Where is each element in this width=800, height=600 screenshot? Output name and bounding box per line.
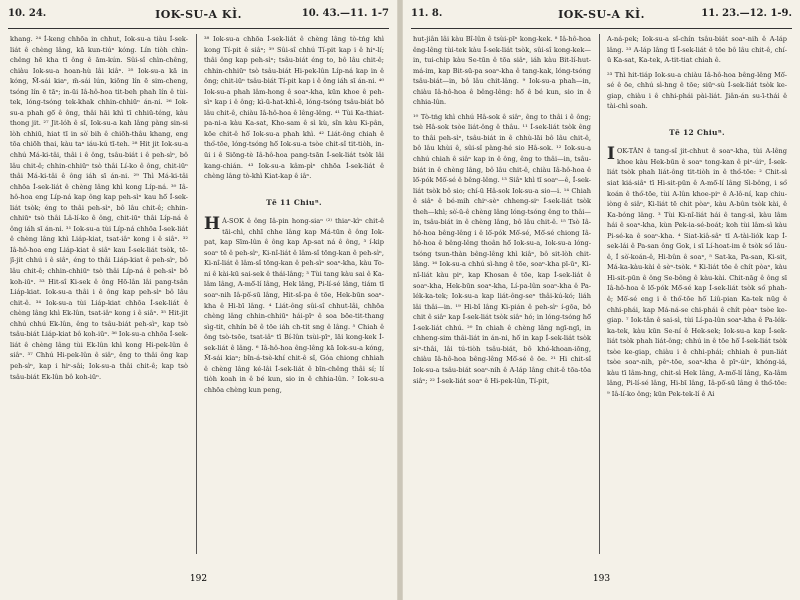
- text-column-left: [10, 34, 188, 554]
- header-verse-range-left: 10. 24.: [8, 8, 47, 19]
- paragraph: ²³ Thì hit-tiáp Iok-su-a chiàu Iâ-hô-hoa bêng-lêng Mō͘-sé ê ōe, chhú sì-hng ê tōe; siūⁿ-sù Í-sek-liát tsòk ke-giap, chiàu i ê chhi-phái pài-liát. Jiân-án su-ī-thái ê tài-chì soah.: [607, 70, 787, 111]
- column-divider: [196, 34, 197, 554]
- paragraph: ¹⁰ Tò-tńg khì chhú Hâ-sok ê siâⁿ, êng to thâi i ê ông; tsè Hâ-sok tsòe liát-ông ê thâu. ¹¹ Í-sek-liát tsòk êng to thâi peh-sìⁿ, tsâu-biát in ê chhù-lāi bô lâu chit-ê, bô lâu khùi ê, sûi-sî pàng-hé sio Hâ-sok. ¹² Iok-su-a chhú chiah ê siâⁿ kap in ê ông, êng to thâi—in, tsâu-biát in ê chèng lâng, bô lâu chit-ê, chiàu Iâ-hô-hoa ê lō͘-pók Mō͘-sé ê bêng-lêng. ¹³ Siâⁿ khì tī soaⁿ—ê, Í-sek-liát tsòk bô sio; chí-ū Hâ-sok Iok-su-a sio—i. ¹⁴ Chiah ê siâⁿ ê bé-mih chiⁿ-sèⁿ chheng-siⁿ Í-sek-liát tsòk theh—khì; sò͘-ū-ê chèng lâng lóng-tsóng êng to thâi—in, tsâu-biát in ê chèng lâng, bô lâu chit-ê. ¹⁵ Tsò Iâ-hô-hoa bêng-lêng i ê lō͘-pók Mō͘-sé, Mō͘-sé chiong Iâ-hô-hoa ê bêng-lêng thoân hō͘ Iok-su-a, Iok-su-a lóng-tsóng tsun-thàn bêng-lêng khì kiâⁿ, bô sit-lòh chit-lâng. ¹⁶ Iok-su-a chhú sì-hng ê tōe, soaⁿ-kha pī-ūⁿ, Ki-nî-liát kàu piⁿ, kap Khosan ê tōe, kap Í-sek-liát ê soaⁿ-kha, Hek-būn soaⁿ-kha, Lí-pa-lûn soaⁿ-kha ê Pa-lék-ka-tek; Iok-su-a kap liát-ông-seⁿ thâi-kú-kó; liáh lâi thâi—in. ¹⁹ Hi-bî lâng Ki-pián ê peh-sìⁿ í-gōa, bô chit ê siâⁿ kap Í-sek-liát tsòk siâⁿ hó; in lóng-tsóng hō͘ Í-sek-liát chhú. ²⁰ In chiah ê chèng lâng ngī-ngī, in chheng-sim thâi-liát in án-ni, hō͘ in kap Í-sek-liát tsòk siⁿ-thâi, lâi tú-tiòh tsâu-biát, bô khó-khoan-iōng, chiàu Iâ-hô-hoa bêng-lêng Mō͘-sé ê ōe. ²¹ Hi chit-sî Iok-su-a tsâu-biát soaⁿ-nih ê A-láp lâng chit-ê tōa-tōa siâⁿ; ²² Í-sek-liát soaⁿ ê Hi-pek-lûn, Tí-pit,: [413, 112, 591, 385]
- paragraph: ³⁸ Iok-su-a chhōa Í-sek-liát ê chèng lâng tò-tńg khì kong Tí-pit ê siâⁿ; ³⁹ Sûi-sî chhú Tí-pit kap i ê hiⁿ-lí; thâi ông kap peh-sìⁿ; tsâu-biát éng to, bô lâu chit-ê; chhin-chhiūⁿ tsò tsâu-biát Hi-pek-lûn Líp-ná kap in ê ông; chit-iūⁿ tsâu-biát Tí-pit kap i ê ông iáh sī án-ni. ⁴⁰ Iok-su-a phah lâm-hong ê soaⁿ-kha, kūn khoe ê peh-sìⁿ kap i ê ông; kì-ū-hat-khì-ê, lóng-tsóng tsâu-biát bô lâu chit-ê, chiàu Iâ-hô-hoa ê lêng-lêng. ⁴¹ Tùi Ka-thiat-pa-ni-a kàu Ka-sat, Kho-sam ê sì kù, sîn kàu Ki-pân, kōe chit-ê hō͘ Iok-su-a phah khì. ⁴² Liát-ông chiah ê thó͘-tōe, lóng-tsóng hō͘ Iok-su-a tsòe chit-sî tit-tiòh, in-ūi i ê Siōng-tè Iâ-hô-hoa pang-tsān Í-sek-liát tsòk lâi kang-chián. ⁴³ Iok-su-a kâm-pìⁿ chhōa Í-sek-liát ê chèng lâng tò-khì Kiat-kap ê iâⁿ.: [204, 35, 384, 181]
- paragraph: A-ná-pek; Iok-su-a sî-chín tsâu-biát soaⁿ-nih ê A-láp lâng. ²³ A-láp lâng tī Í-sek-liát ê tōe bô lâu chit-ê, chí-ū Ka-sat, Ka-tek, A-tit-tiat chiah ê.: [607, 35, 787, 65]
- chapter-heading: Tē 11 Chiuⁿ.: [266, 197, 322, 207]
- paragraph: HÁ-SOK ê ông Iâ-pin hong-siaⁿ ⁽²⁾ thiaⁿ-kìⁿ chit-ê tāi-chì, chhī chhe lâng kap Má-tūn ê ông Iok-pat, kap Sīm-lûn ê ông kap Ap-sat ná ê ông, ³ í-kip soaⁿ tē ê peh-sìⁿ, Ki-nî-liát ê lâm-sî tōng-kan ê peh-sìⁿ, Ki-nî-liát ê lâm-sî tōng-kan ê peh-sìⁿ soaⁿ-kha, kàu To-ni ê kài-kū sai-sek ê thái-lâng; ³ Tùi tang kàu sai ê Ka-lâm lâng, A-mō͘-lí lâng, Hek lâng, Pi-lí-sé lâng, tiám tī soaⁿ-nih Iâ-pō͘-sū lâng, Hit-sî-pa ê tōe, Hek-būn soaⁿ-kha ê Hi-bī lâng. ⁴ Liát-ông sûi-sî chhut-lâi, chhōa chèng lâng chhin-chhiūⁿ hái-pīⁿ ê soa bōe-tit-thang sìg-tit, chhín bē ê tōe iáh ch-tit sng ê lâng. ⁵ Chiah ê ông tsò-tsōe, tsat-iâⁿ tī Bí-lûn tsùi-pīⁿ, lāi kong-kek Í-sek-liát ê lâng. ⁶ Iâ-hô-hoa êng-lêng kā Iok-su-a kóng, M̄-sái kiaⁿ; bîn-á-tsè-khí chit-ê sî, Góa chiong chhiah ê chèng lâng ké-lâi Í-sek-liát ê bīn-chêng thâi sí; lí tiòh koah in ê bé kun, sio in ê chhia-lûn. ⁷ Iok-su-a chhōa chèng kun peng,: [204, 214, 384, 394]
- text-column-left: [413, 34, 591, 554]
- text-column-right: [204, 34, 384, 554]
- header-book-title: IOK-SU-A KÌ.: [155, 8, 242, 21]
- header-verse-range-right: 11. 23.—12. 1-9.: [701, 8, 792, 19]
- header-rule: [8, 28, 389, 29]
- paragraph: khang. ²⁴ Í-keng chhōa in chhut, Iok-su-a tiàu Í-sek-liát ê chèng lâng, kā kun-tiúⁿ kóng. Lín tiòh chìn-chêng hē kha tī ông ê ām-kún. Sûi-sî chìn-chêng, chiàu Iok-su-a hoan-hù lâi kiâⁿ. ²⁵ Iok-su-a kā in kóng, M̄-sái kiaⁿ, m̄-sái lún, kiōng lín ē sim-cheng, tsóng lín ē tāⁿ; in-ūi Iâ-hô-hoa tit-beh phah lín ê tùi-tek, lóng-tsóng tek-khak chhin-chhiūⁿ án-ni. ²⁶ Iok-su-a phah gō͘ ê ông, thâi hāi khì tī chhiū-téng, kàu thong jit. ²⁷ Jit-lóh ê sî, Iok-su-a kah lâng pàng sin-si lòh chhiū, hiat tī in sò͘ bih ê chiōh-thâu khang, eng tōa chiōh thai, kàu taⁿ iáu-kú tī-teh. ²⁸ Hit jit Iok-su-a chhú Má-ki-tâi, thâi i ê ông, tsâu-biát i ê peh-sìⁿ, bô lâu chit-ê; chhin-chhiūⁿ tsò thâi Lí-ko ê ông, chit-iūⁿ thâi Má-ki-tâi ê ông iáh sī án-ni. ²⁹ Thì Má-ki-tâi chhōa Í-sek-liát ê chèng lâng khì kong Líp-ná. ³⁰ Iâ-hô-hoa eng Líp-ná kap ông kap peh-sìⁿ kau hō͘ Í-sek-liát tsòk; éng to thâi peh-sìⁿ, bô lâu chit-ê; chhin-chhiūⁿ tsò thâi Lâ-lí-ko ê ông, chit-iūⁿ thâi Líp-ná ê ông iáh sī án-ni. ³¹ Iok-su-a tùi Líp-ná chhōa Í-sek-liát ê chèng lâng khì Liáp-kiat, tsat-iâⁿ kong i ê siâⁿ. ³² Iâ-hô-hoa eng Liáp-kiat ê siâⁿ kau Í-sek-liát tsòk, tē-jī-jit chhú i ê siâⁿ, éng to thâi Liáp-kiat ê peh-sìⁿ, bô lâu chit-ê; chhin-chhiūⁿ tsò thâi Líp-ná ê peh-sìⁿ bô koh-iūⁿ. ³³ Hit-sî Ki-sek ê ông Hō-lân lâi pang-tsân Liáp-kiat. Iok-su-a thâi i ê ông kap peh-sìⁿ bô lâu chit-ê. ³⁴ Iok-su-a tùi Liáp-kiat chhōa Í-sek-liát ê chèng lâng khì Ek-lûn, tsat-iâⁿ kong i ê siâⁿ. ³⁵ Hit-jit chhú chhú Ek-lûn, êng to tsâu-biát peh-sìⁿ, kap tsò tsâu-biát Liáp-kiat bô koh-iūⁿ. ³⁶ Iok-su-a chhōa Í-sek-liát ê chèng lâng tùi Ek-lûn khì kong Hi-pek-lûn ê siâⁿ. ³⁷ Chhú Hi-pek-lûn ê siâⁿ, êng to thâi ông kap peh-sìⁿ, kap i hiⁿ-sâi; Iok-su-a thâi chit-ê; kap tsò tsâu-biát Ek-lûn bô koh-iūⁿ.: [10, 35, 188, 381]
- chapter-heading: Tē 12 Chiuⁿ.: [669, 127, 725, 137]
- header-rule: [411, 28, 792, 29]
- page-header: [411, 8, 792, 24]
- left-page: [0, 0, 398, 600]
- text-column-right: [607, 34, 787, 554]
- page-number: 192: [189, 574, 208, 584]
- paragraph: hut-jiân lâi kàu Bî-lûn ê tsùi-pīⁿ kong-kek. ⁸ Iâ-hô-hoa êng-lêng tùi-tek kàu Í-sek-liát tsòk, sûi-sî kong-kek—in, tui-chip kàu Se-tūn ê tōa siâⁿ, iáh kàu Bit-lí-hut-má-im, kap Bit-sū-pa soaⁿ-kha ê tang-kak, lóng-tsóng tsâu-biát—in, bô lâu chit-lâng. ⁹ Iok-su-a phah—in, chiàu Iâ-hô-hoa ê bêng-lêng: hō͘ ê bé kun, sio in ê chhia-lûn.: [413, 35, 591, 107]
- right-page: [402, 0, 800, 600]
- column-divider: [599, 34, 600, 554]
- paragraph: IOK-TÂN ê tang-sî jit-chhut ê soaⁿ-kha, tùi A-lêng khoe kàu Hek-būn ê soaⁿ tong-kan ê piⁿ-úiⁿ, Í-sek-liát tsòk phah liát-ông tit-tiòh in ê thó͘-tōe: ² Chit-sì siat kiá-siâⁿ tī Hi-sit-pūn ê A-mō͘-lí lâng Sì-bông, i só͘ koán ê thó͘-tōe, tùi A-lûn khoe-piⁿ ê A-lô-ní, kap chiu-iòng ê siâⁿ, Ki-liát tē chit pòaⁿ, kàu A-bûn tsòk kài, ê Ka-bóng lâng. ³ Tùi Ki-nî-liát hái ê tang-sì, kàu lâm hái ê soaⁿ-kha, kùn Pek-ia-sé-boát; koh tùi lâm-sì kàu Pi-sé-ka ê soaⁿ-kha. ⁴ Siat-kiâ-sâⁿ tī A-tài-liók kap Í-sek-lái ê Pa-san ông Gok, i sī Lí-hoat-im ê tsòk só͘ lâu-ê, Í sò͘-koán-ê, Hi-bûn ê soaⁿ, ⁵ Sat-ka, Pa-san, Ki-sit, Má-ka-kàu-kài ê sèⁿ-tsòk. ⁶ Ki-liát tōe ê chít pòaⁿ, kàu Hi-sit-pūn ê ông Se-bông ê kàu-kài. Chit-nāg ê ông sī Iâ-hô-hoa ê lō͘-pók Mō͘-sé kap Í-sek-liát tsòk só͘ phah-ê; Mō͘-sé eng i ê thó͘-tōe hō͘ Liû-pian Ka-tek nūg ê chhi-phái, kap Má-ná-se chi-phái ê chít pòaⁿ tsòe ke-giap. ⁷ Iok-tân ê sai-sì, tùi Lí-pa-lûn soaⁿ-kha ê Pa-lék-ka-tek, kàu kūn Se-ní ê Hek-sek; Iok-su-a kap Í-sek-liát tsòk phah liát-ông; chhú in ê tōe hō͘ Í-sek-liát tsòk tsòe ke-giap, chiàu i ê chhi-phái; chhiah ê pun-liát tsòe soaⁿ-nih, pêⁿ-tōe, soaⁿ-kha ê pīⁿ-úiⁿ, khóng-iá, kàu tī lâm-hng, chit-sì Hek lâng, A-mō͘-lí lâng, Ka-lâm lâng, Pi-lí-sé lâng, Hi-bī lâng, Iâ-pō͘-sū lâng ê thó͘-tōe: ⁹ Iâ-lí-ko ông; kūn Pek-tek-lí ê Ai: [607, 144, 787, 398]
- header-verse-range-left: 11. 8.: [411, 8, 443, 19]
- header-book-title: IOK-SU-A KÌ.: [558, 8, 645, 21]
- page-number: 193: [592, 574, 611, 584]
- page-header: [8, 8, 389, 24]
- header-verse-range-right: 10. 43.—11. 1-7: [301, 8, 389, 19]
